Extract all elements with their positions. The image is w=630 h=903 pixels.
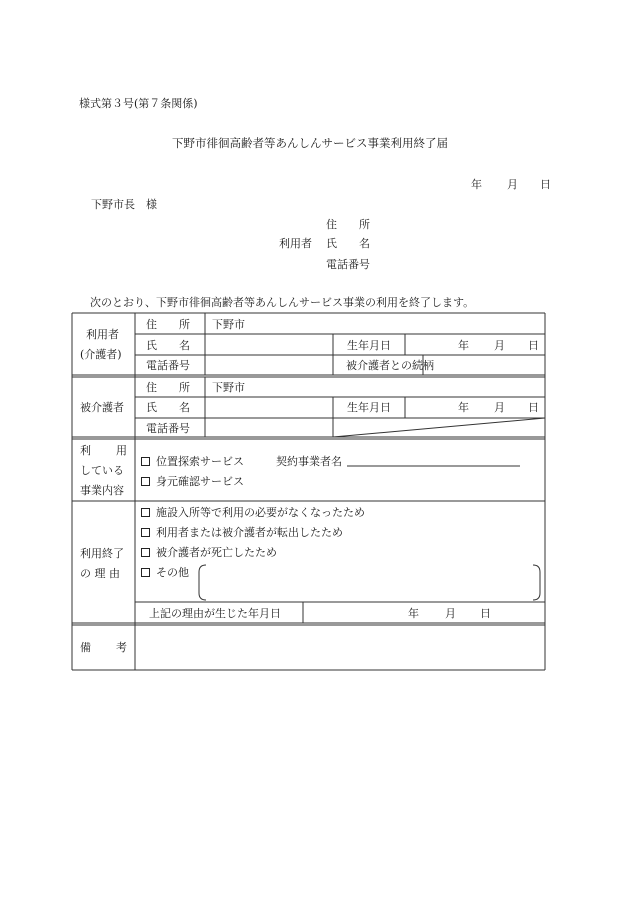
care-phone-field[interactable] <box>206 419 332 437</box>
reason-facility-admission-label: 施設入所等で利用の必要がなくなったため <box>156 506 365 519</box>
care-phone-label: 電話番号 <box>146 422 190 435</box>
remarks-field[interactable] <box>136 626 544 669</box>
user-birth-month: 月 <box>494 339 505 352</box>
reason-deceased-label: 被介護者が死亡したため <box>156 546 277 559</box>
care-name-field[interactable] <box>206 398 332 417</box>
form-title: 下野市徘徊高齢者等あんしんサービス事業利用終了届 <box>172 136 448 150</box>
user-label-line1: 利用者 <box>86 328 119 341</box>
reason-other[interactable] <box>141 567 189 578</box>
care-address-value: 下野市 <box>212 381 245 394</box>
reason-label-line1: 利用終了 <box>80 547 124 560</box>
care-birth-year: 年 <box>458 401 469 414</box>
care-name-label: 氏 名 <box>146 401 190 414</box>
form-number: 様式第３号(第７条関係) <box>79 97 198 110</box>
checkbox-icon[interactable] <box>141 457 150 466</box>
checkbox-icon[interactable] <box>141 508 150 517</box>
user-name-label: 氏 名 <box>146 339 190 352</box>
reason-deceased[interactable] <box>141 547 277 558</box>
reason-date-label: 上記の理由が生じた年月日 <box>149 607 281 620</box>
reason-date-year: 年 <box>408 607 419 620</box>
user-birth-day: 日 <box>528 339 539 352</box>
applicant-label: 利用者 <box>279 237 312 250</box>
reason-date-month: 月 <box>445 607 456 620</box>
date-month-label: 月 <box>507 178 518 191</box>
user-label-line2: (介護者) <box>80 348 122 361</box>
intro-text: 次のとおり、下野市徘徊高齢者等あんしんサービス事業の利用を終了します。 <box>90 296 475 309</box>
option-location-search-label: 位置探索サービス <box>156 455 244 468</box>
applicant-phone-label: 電話番号 <box>326 258 370 271</box>
service-label-line2: している <box>80 464 124 477</box>
user-birth-label: 生年月日 <box>347 339 391 352</box>
remarks-label: 備 考 <box>80 641 128 654</box>
user-birth-year: 年 <box>458 339 469 352</box>
user-relation-field[interactable] <box>424 356 544 374</box>
reason-facility-admission[interactable] <box>141 507 365 518</box>
reason-date-day: 日 <box>480 607 491 620</box>
reason-other-label: その他 <box>156 566 189 579</box>
care-birth-label: 生年月日 <box>347 401 391 414</box>
option-location-search[interactable] <box>141 456 244 467</box>
reason-moved-out[interactable] <box>141 527 343 538</box>
addressee: 下野市長 様 <box>91 198 157 211</box>
option-identity-check[interactable] <box>141 476 244 487</box>
care-birth-month: 月 <box>494 401 505 414</box>
reason-other-field[interactable] <box>207 566 532 599</box>
user-name-field[interactable] <box>206 335 332 354</box>
checkbox-icon[interactable] <box>141 568 150 577</box>
care-birth-day: 日 <box>528 401 539 414</box>
checkbox-icon[interactable] <box>141 528 150 537</box>
service-label-line1: 利 用 <box>80 444 128 457</box>
service-label-line3: 事業内容 <box>80 484 124 497</box>
care-label: 被介護者 <box>80 401 124 414</box>
user-phone-field[interactable] <box>206 356 332 374</box>
option-identity-check-label: 身元確認サービス <box>156 475 244 488</box>
applicant-address-label: 住 所 <box>326 218 370 231</box>
user-address-label: 住 所 <box>146 318 190 331</box>
contract-label: 契約事業者名 <box>276 455 342 468</box>
checkbox-icon[interactable] <box>141 477 150 486</box>
care-address-label: 住 所 <box>146 381 190 394</box>
applicant-name-label: 氏 名 <box>326 237 370 250</box>
user-relation-label: 被介護者との続柄 <box>346 359 434 372</box>
reason-moved-out-label: 利用者または被介護者が転出したため <box>156 526 343 539</box>
reason-label-line2: の 理 由 <box>80 567 120 580</box>
user-phone-label: 電話番号 <box>146 359 190 372</box>
contract-field[interactable] <box>347 452 520 466</box>
date-year-label: 年 <box>471 178 482 191</box>
user-address-value: 下野市 <box>212 318 245 331</box>
checkbox-icon[interactable] <box>141 548 150 557</box>
date-day-label: 日 <box>540 178 551 191</box>
